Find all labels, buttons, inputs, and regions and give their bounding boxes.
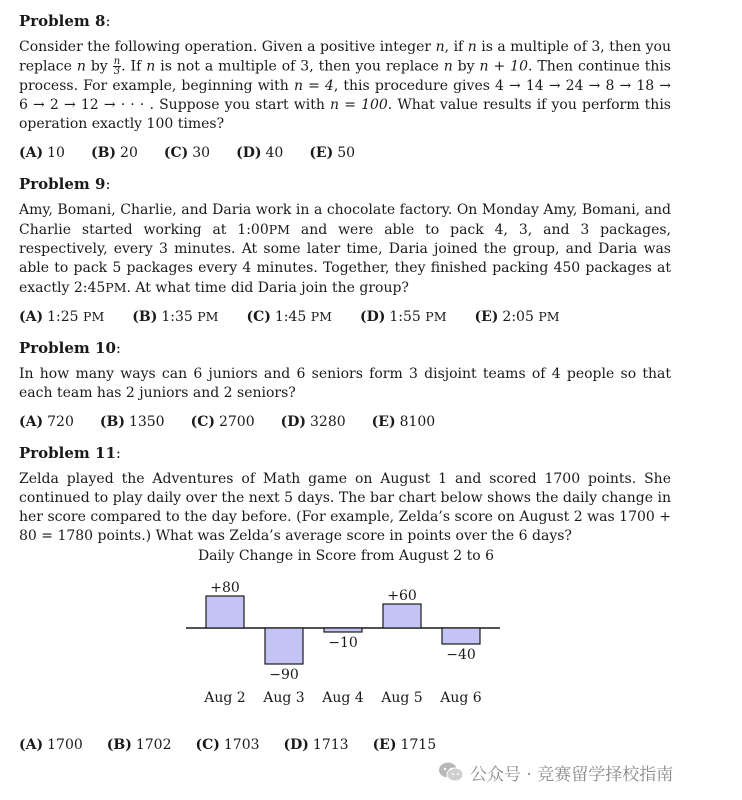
- problem-10-text: In how many ways can 6 juniors and 6 seniors form 3 disjoint teams of 4 people so that each team has 2 juniors and 2 seniors?: [19, 365, 671, 401]
- choice-e[interactable]: (E) 2:05 PM: [474, 308, 560, 325]
- problem-11-heading: Problem 11:: [19, 443, 121, 462]
- data-label: +80: [210, 580, 240, 596]
- choice-c[interactable]: (C) 1703: [195, 737, 260, 753]
- choice-b[interactable]: (B) 1:35 PM: [132, 308, 219, 325]
- bar-chart-svg: [176, 548, 516, 718]
- choice-a[interactable]: (A) 1:25 PM: [19, 308, 105, 325]
- watermark: [438, 757, 728, 787]
- choice-d[interactable]: (D) 1:55 PM: [359, 308, 447, 325]
- choice-e[interactable]: (E) 50: [309, 144, 356, 161]
- choice-e[interactable]: (E) 1715: [372, 737, 437, 753]
- choice-d[interactable]: (D) 40: [236, 144, 284, 161]
- problem-10-choices: [19, 414, 671, 430]
- problem-10: [19, 339, 671, 430]
- problem-9-heading: Problem 9:: [19, 174, 111, 193]
- data-label: −90: [269, 667, 299, 683]
- chart-title: Daily Change in Score from August 2 to 6: [197, 548, 495, 564]
- score-change-chart: [176, 548, 516, 718]
- problem-8: [19, 12, 671, 161]
- problem-11-choices: [19, 737, 436, 753]
- choice-b[interactable]: (B) 20: [90, 144, 138, 161]
- category-label: Aug 6: [440, 690, 482, 706]
- choice-d[interactable]: (D) 3280: [280, 413, 346, 430]
- data-label: −10: [328, 635, 358, 651]
- category-label: Aug 4: [322, 690, 364, 706]
- problem-8-heading: Problem 8:: [19, 12, 111, 30]
- category-label: Aug 2: [204, 690, 246, 706]
- bar-aug-4: [324, 628, 362, 632]
- problem-9-choices: [19, 309, 671, 325]
- problem-sheet: [19, 12, 671, 546]
- choice-a[interactable]: (A) 10: [19, 144, 65, 161]
- problem-9: [19, 175, 671, 325]
- bar-aug-3: [265, 628, 303, 664]
- wechat-icon: [438, 761, 464, 783]
- problem-8-text: Consider the following operation. Given a positive integer n, if n is a multiple of 3, then you replace n by $\frac{n}{3}$ . If n is not a multiple of 3, then you replace n by n + 10. Then continue this process. For example, beginning with n = 4, this procedure gives 4 → 14 → 24 → 8 → 18 → 6 → 2 → 12 → · · · . Suppose you start with n = 100. What value results if you perform this operation exactly 100 times?: [19, 39, 671, 132]
- choice-c[interactable]: (C) 2700: [190, 413, 255, 430]
- problem-9-text: Amy, Bomani, Charlie, and Daria work in a chocolate factory. On Monday Amy, Bomani, and Charlie started working at 1:00PM and were able to pack 4, 3, and 3 packages, respectively, every 3 minutes. At some later time, Daria joined the group, and Daria was able to pack 5 packages every 4 minutes. Together, they finished packing 450 packages at exactly 2:45PM. At what time did Daria join the group?: [19, 201, 671, 296]
- choice-d[interactable]: (D) 1713: [283, 737, 349, 753]
- choice-c[interactable]: (C) 30: [163, 144, 211, 161]
- watermark-text: 公众号 · 竞赛留学择校指南: [470, 764, 674, 785]
- problem-11: [19, 444, 671, 546]
- choice-e[interactable]: (E) 8100: [371, 413, 436, 430]
- choice-a[interactable]: (A) 720: [19, 413, 74, 430]
- data-label: +60: [387, 588, 417, 604]
- category-label: Aug 5: [381, 690, 423, 706]
- problem-11-text: Zelda played the Adventures of Math game on August 1 and scored 1700 points. She continued to play daily over the next 5 days. The bar chart below shows the daily change in her score compared to the day before. (For example, Zelda’s score on August 2 was 1700 + 80 = 1780 points.) What was Zelda’s average score in points over the 6 days?: [19, 470, 672, 544]
- choice-b[interactable]: (B) 1350: [99, 413, 165, 430]
- bar-aug-2: [206, 596, 244, 628]
- problem-10-heading: Problem 10:: [19, 338, 121, 357]
- choice-a[interactable]: (A) 1700: [19, 737, 83, 753]
- data-label: −40: [446, 647, 476, 663]
- bar-aug-5: [383, 604, 421, 628]
- fraction-n-over-3: $\frac{n}{3}$: [113, 56, 121, 77]
- category-label: Aug 3: [263, 690, 305, 706]
- bar-aug-6: [442, 628, 480, 644]
- choice-b[interactable]: (B) 1702: [106, 737, 172, 753]
- choice-c[interactable]: (C) 1:45 PM: [246, 308, 332, 325]
- problem-8-choices: [19, 145, 671, 161]
